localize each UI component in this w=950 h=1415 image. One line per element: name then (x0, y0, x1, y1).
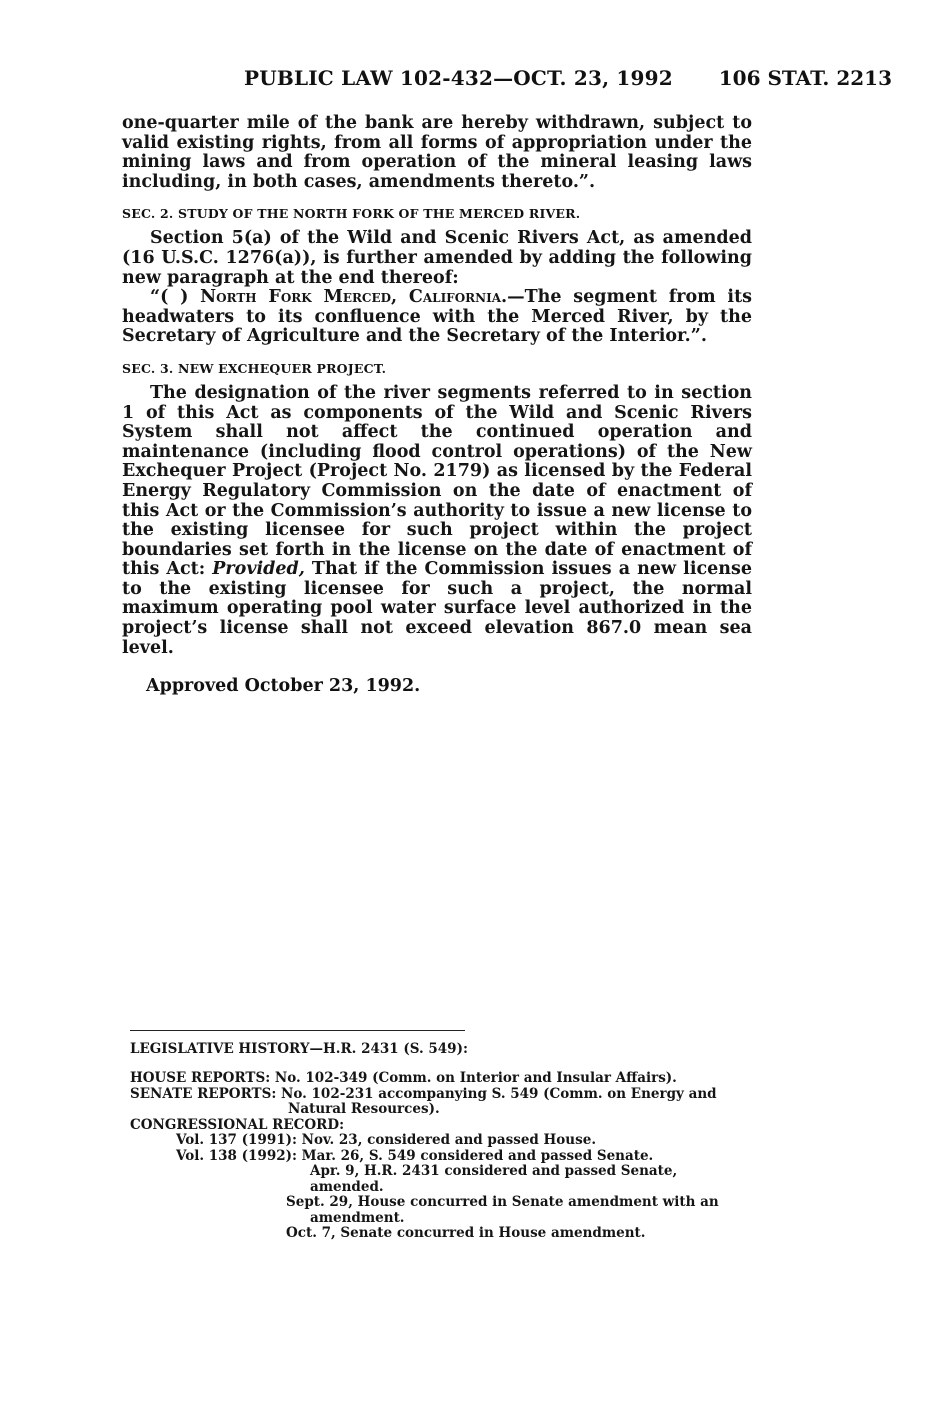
body-text (122, 114, 752, 696)
section-2-paragraph-2 (122, 288, 752, 347)
continuation-paragraph: one-quarter mile of the bank are hereby withdrawn, subject to valid existing rights, from all forms of appropriation under the mining laws and from operation of the mineral leasing laws including, in both cases, amendments thereto.”. (122, 113, 752, 192)
page-number: 106 STAT. 2213 (718, 66, 892, 90)
congressional-record: CONGRESSIONAL RECORD: (130, 1116, 345, 1133)
record-vol-138: Vol. 138 (1992): Mar. 26, S. 549 considered and passed Senate. (176, 1147, 654, 1164)
section-2-heading: SEC. 2. STUDY OF THE NORTH FORK OF THE MERCED RIVER. (122, 206, 581, 222)
running-head: PUBLIC LAW 102-432—OCT. 23, 1992 (244, 66, 673, 90)
north-fork-text: —The segment from its headwaters to its confluence with the Merced River, by the Secretary of Agriculture and the Secretary of the Interior.”. (122, 287, 752, 347)
page-header (122, 66, 892, 96)
section-3-text-a: The designation of the river segments referred to in section 1 of this Act as components of the Wild and Scenic Rivers System shall not affect the continued operation and maintenance (including flood control operations) of the New Exchequer Project (Project No. 2179) as licensed by the Federal Energy Regulatory Commission on the date of enactment of this Act or the Commission’s authority to issue a new license to the existing licensee for such project within the project boundaries set forth in the license on the date of enactment of this Act: (122, 382, 752, 580)
record-sept-29-continued: amendment. (310, 1209, 405, 1226)
section-3-heading: SEC. 3. NEW EXCHEQUER PROJECT. (122, 360, 387, 376)
legislative-history-title: LEGISLATIVE HISTORY—H.R. 2431 (S. 549): (130, 1041, 468, 1057)
section-3-text-b: That if the Commission issues a new license to the existing licensee for such a project, the normal maximum operating pool water surface level authorized in the project’s license shall not exceed elevation 867.0 mean sea level. (122, 559, 752, 658)
record-sept-29: Sept. 29, House concurred in Senate amendment with an (286, 1194, 719, 1210)
senate-reports-continued: Natural Resources). (288, 1101, 440, 1117)
record-apr-9: Apr. 9, H.R. 2431 considered and passed Senate, amended. (310, 1163, 678, 1195)
section-3-paragraph (122, 384, 752, 658)
section-2-paragraph-1: Section 5(a) of the Wild and Scenic Rivers Act, as amended (16 U.S.C. 1276(a)), is further amended by adding the following new paragraph at the end thereof: (122, 228, 752, 288)
north-fork-lead: “( ) North Fork Merced, California. (150, 287, 508, 308)
house-reports: HOUSE REPORTS: No. 102-349 (Comm. on Interior and Insular Affairs). (130, 1070, 677, 1086)
footnote-rule (130, 1030, 465, 1031)
record-oct-7: Oct. 7, Senate concurred in House amendment. (286, 1225, 646, 1241)
senate-reports: SENATE REPORTS: No. 102-231 accompanying S. 549 (Comm. on Energy and (130, 1085, 717, 1102)
approval-date: Approved October 23, 1992. (146, 676, 421, 697)
provided-italic: Provided, (212, 559, 305, 580)
legislative-history (130, 1030, 750, 1242)
record-vol-137: Vol. 137 (1991): Nov. 23, considered and passed House. (176, 1132, 597, 1148)
